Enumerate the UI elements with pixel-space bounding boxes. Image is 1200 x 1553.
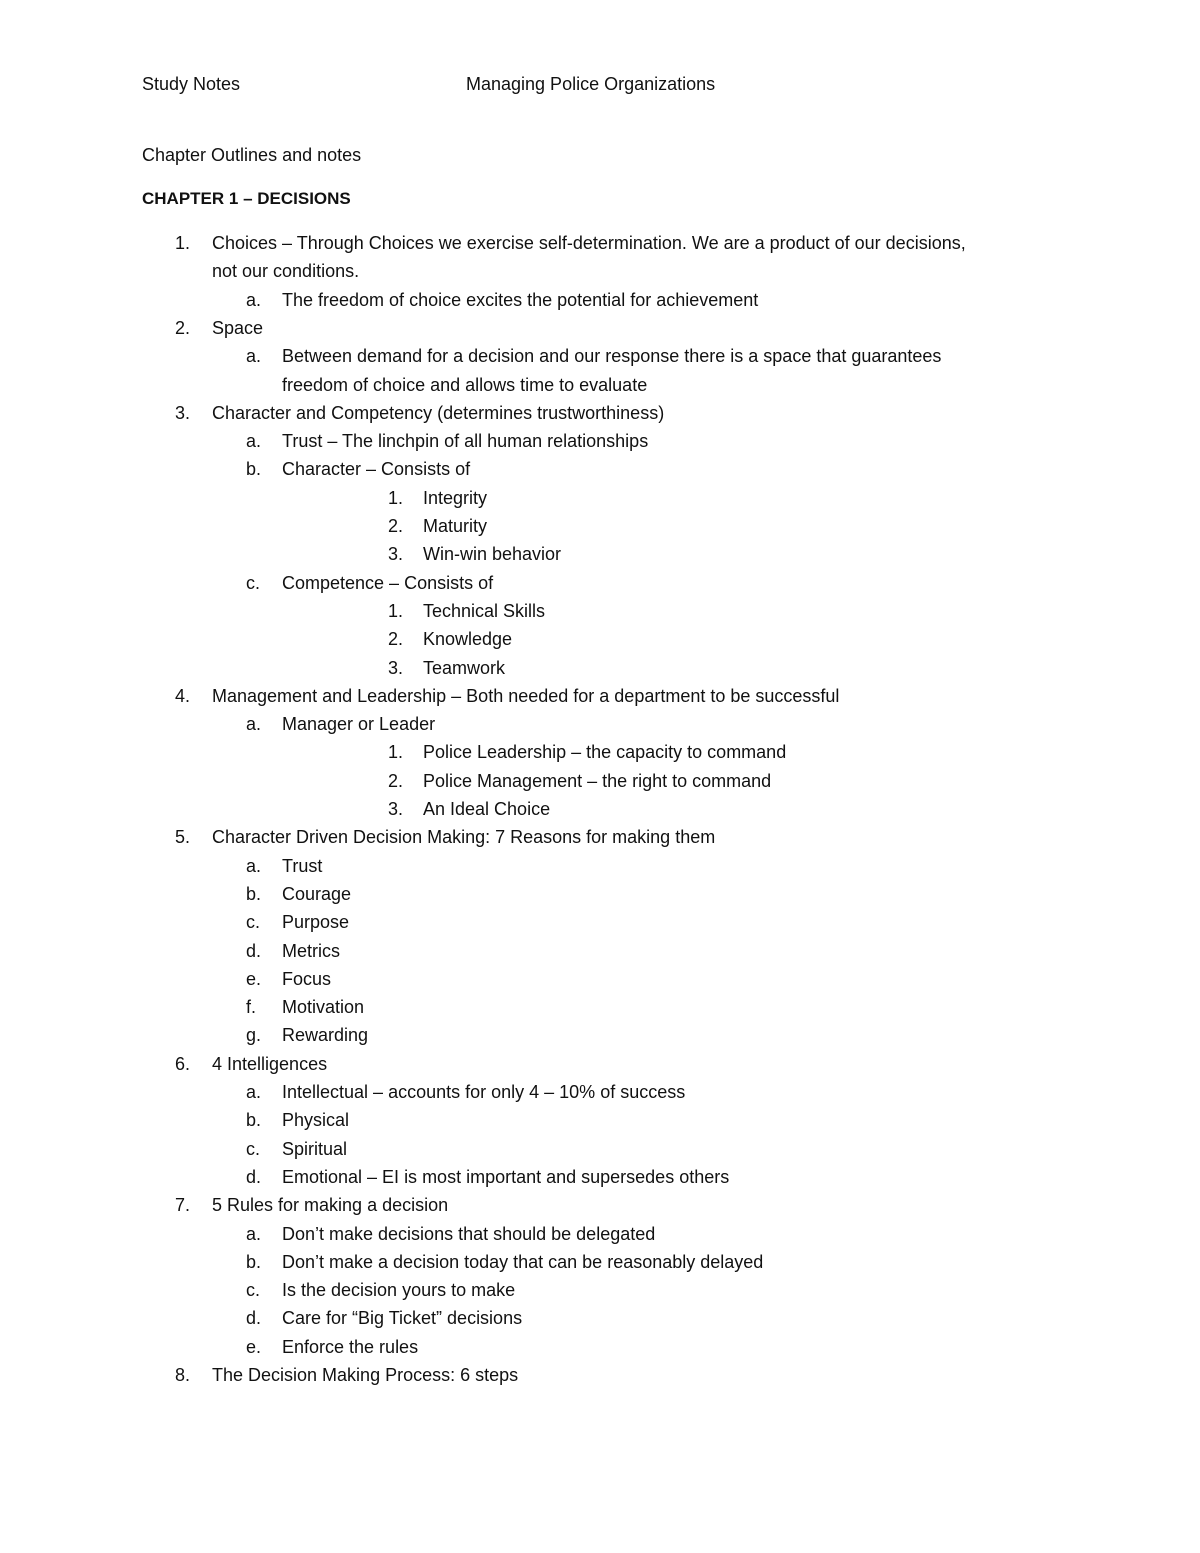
- outline-text: Don’t make decisions that should be delegated: [282, 1223, 656, 1244]
- outline-marker: 3.: [388, 799, 404, 819]
- outline-marker: d.: [246, 1308, 262, 1329]
- outline-marker: a.: [246, 714, 262, 735]
- outline-marker: b.: [246, 1110, 262, 1131]
- outline-marker: f.: [246, 997, 257, 1018]
- outline-marker: d.: [246, 1166, 262, 1187]
- outline-text: Knowledge: [423, 629, 513, 650]
- outline-marker: a.: [246, 431, 262, 452]
- outline-marker: d.: [246, 940, 262, 961]
- outline-marker: 1.: [175, 233, 191, 253]
- outline-text: Spiritual: [282, 1138, 348, 1159]
- outline-text: Choices – Through Choices we exercise self-determination. We are a product of our decisions,: [212, 233, 966, 253]
- outline-text: Rewarding: [282, 1025, 369, 1046]
- outline-text: Police Management – the right to command: [423, 770, 772, 791]
- outline-marker: 8.: [175, 1365, 191, 1385]
- outline-text: Focus: [282, 968, 332, 989]
- outline-text: The freedom of choice excites the potential for achievement: [282, 289, 759, 310]
- outline-text: Character Driven Decision Making: 7 Reasons for making them: [212, 827, 716, 848]
- outline-marker: 2.: [175, 317, 191, 338]
- outline-text: Enforce the rules: [282, 1336, 419, 1357]
- outline-marker: 2.: [388, 516, 404, 536]
- outline-marker: b.: [246, 1251, 262, 1272]
- outline-marker: 7.: [175, 1195, 191, 1216]
- outline-marker: g.: [246, 1025, 262, 1046]
- outline-text: Management and Leadership – Both needed for a department to be successful: [212, 685, 840, 706]
- outline-text: Win-win behavior: [423, 544, 562, 565]
- outline-marker: 2.: [388, 770, 404, 791]
- outline-marker: a.: [246, 346, 262, 367]
- outline-text: Manager or Leader: [282, 714, 436, 735]
- outline-text: Trust – The linchpin of all human relationships: [282, 431, 649, 452]
- outline-text: 4 Intelligences: [212, 1053, 328, 1074]
- outline-text: Motivation: [282, 997, 365, 1018]
- outline-marker: 4.: [175, 685, 191, 706]
- outline-text: freedom of choice and allows time to evaluate: [282, 374, 648, 395]
- header-center-title: Managing Police Organizations: [466, 74, 716, 94]
- outline-text: not our conditions.: [212, 261, 360, 282]
- outline-marker: c.: [246, 1138, 261, 1159]
- outline-text: Intellectual – accounts for only 4 – 10% of success: [282, 1082, 686, 1102]
- outline-text: The Decision Making Process: 6 steps: [212, 1365, 519, 1385]
- outline-text: Emotional – EI is most important and supersedes others: [282, 1166, 730, 1187]
- outline-marker: 1.: [388, 742, 404, 763]
- outline-marker: 1.: [388, 487, 404, 508]
- outline-marker: c.: [246, 912, 261, 933]
- outline-marker: 3.: [388, 657, 404, 678]
- outline-text: Don’t make a decision today that can be reasonably delayed: [282, 1251, 764, 1272]
- outline-text: Competence – Consists of: [282, 572, 494, 593]
- outline-text: Purpose: [282, 912, 350, 933]
- header-left-text: Study Notes: [142, 74, 241, 94]
- outline-marker: 3.: [175, 402, 191, 423]
- page-subtitle: Chapter Outlines and notes: [142, 145, 362, 165]
- outline-text: Character and Competency (determines trustworthiness): [212, 402, 665, 423]
- outline-marker: a.: [246, 855, 262, 876]
- outline-marker: c.: [246, 572, 261, 593]
- outline-text: Teamwork: [423, 657, 506, 678]
- outline-text: An Ideal Choice: [423, 799, 551, 819]
- outline-marker: e.: [246, 968, 262, 989]
- outline-text: Police Leadership – the capacity to command: [423, 742, 787, 763]
- outline-marker: b.: [246, 883, 262, 904]
- outline-text: Physical: [282, 1110, 350, 1131]
- outline-marker: 5.: [175, 827, 191, 848]
- outline-marker: b.: [246, 459, 262, 480]
- outline-marker: 3.: [388, 544, 404, 565]
- outline-text: Space: [212, 317, 264, 338]
- outline-text: Trust: [282, 855, 323, 876]
- outline-marker: a.: [246, 1223, 262, 1244]
- outline-marker: 2.: [388, 629, 404, 650]
- outline-text: Character – Consists of: [282, 459, 471, 480]
- outline-text: Between demand for a decision and our response there is a space that guarantees: [282, 346, 942, 367]
- outline-text: Metrics: [282, 940, 340, 961]
- outline-text: Integrity: [423, 487, 488, 508]
- outline-text: Is the decision yours to make: [282, 1280, 516, 1301]
- outline-marker: e.: [246, 1336, 262, 1357]
- outline-marker: c.: [246, 1280, 261, 1301]
- outline-marker: a.: [246, 1082, 262, 1102]
- outline-text: Maturity: [423, 516, 488, 536]
- outline-marker: 6.: [175, 1053, 191, 1074]
- outline-text: Courage: [282, 883, 352, 904]
- chapter-title: CHAPTER 1 – DECISIONS: [142, 189, 351, 208]
- outline-text: Technical Skills: [423, 600, 546, 621]
- outline-marker: a.: [246, 289, 262, 310]
- outline-text: 5 Rules for making a decision: [212, 1195, 449, 1216]
- outline-text: Care for “Big Ticket” decisions: [282, 1308, 523, 1329]
- outline-marker: 1.: [388, 600, 404, 621]
